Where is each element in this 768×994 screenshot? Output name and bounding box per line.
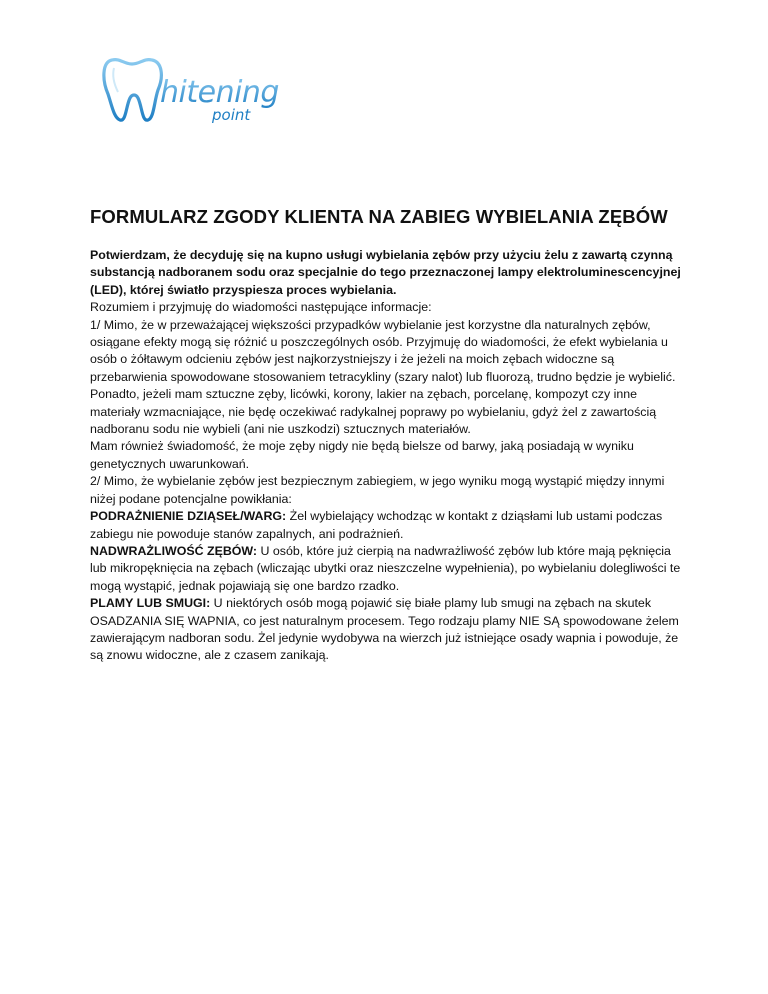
complication-spots <box>90 595 690 665</box>
document-title: FORMULARZ ZGODY KLIENTA NA ZABIEG WYBIELANIA ZĘBÓW <box>90 206 668 227</box>
intro-paragraph: Potwierdzam, że decyduję się na kupno usługi wybielania zębów przy użyciu żelu z zawartą czynną substancją nadboranem sodu oraz specjalnie do tego przeznaczonej lampy elektroluminescencyjnej (LED), której światło przyspiesza proces wybielania. <box>90 248 681 297</box>
point-1-paragraph: 1/ Mimo, że w przeważającej większości przypadków wybielanie jest korzystne dla naturalnych zębów, osiągane efekty mogą się różnić u poszczególnych osób. Przyjmuję do wiadomości, że efekt wybielania u osób o żółtawym odcieniu zębów jest najkorzystniejszy i że jeżeli na moich zębach widoczne są przebarwienia spowodowane stosowaniem tetracykliny (szary nalot) lub fluorozą, trudno będzie je wybielić. Ponadto, jeżeli mam sztuczne zęby, licówki, korony, lakier na zębach, porcelanę, kompozyt czy inne materiały wzmacniające, nie będę oczekiwać radykalnej poprawy po wybielaniu, gdyż żel z zawartością nadboranu sodu nie wybieli (ani nie uszkodzi) sztucznych materiałów. <box>90 317 676 437</box>
complication-text: Żel wybielający wchodząc w kontakt z dziąsłami lub ustami podczas zabiegu nie powoduje stanów zapalnych, ani podrażnień. <box>90 509 663 541</box>
logo-subtext: point <box>212 106 251 124</box>
awareness-paragraph: Mam również świadomość, że moje zęby nigdy nie będą bielsze od barwy, jaką posiadają w wyniku genetycznych uwarunkowań. <box>90 439 634 471</box>
point-2-paragraph: 2/ Mimo, że wybielanie zębów jest bezpiecznym zabiegiem, w jego wyniku mogą wystąpić między innymi niżej podane potencjalne powikłania: <box>90 474 665 506</box>
complication-label: PLAMY LUB SMUGI: <box>90 596 211 611</box>
complication-label: NADWRAŻLIWOŚĆ ZĘBÓW: <box>90 543 258 558</box>
tooth-logo-icon <box>100 50 280 128</box>
complication-text: U niektórych osób mogą pojawić się białe plamy lub smugi na zębach na skutek OSADZANIA SIĘ WAPNIA, co jest naturalnym procesem. Tego rodzaju plamy NIE SĄ spowodowane żelem zawierającym nadboran sodu. Żel jedynie wydobywa na wierzch już istniejące osady wapnia i powoduje, że są znowu widoczne, ale z czasem zanikają. <box>90 596 679 663</box>
logo-wordmark: hitening <box>160 75 279 110</box>
whitening-point-logo <box>100 50 280 128</box>
complication-gums <box>90 508 690 543</box>
document-body <box>90 247 690 665</box>
complication-sensitivity <box>90 543 690 595</box>
complication-text: U osób, które już cierpią na nadwrażliwość zębów lub które mają pęknięcia lub mikropęknięcia na zębach (wliczając ubytki oraz nieszczelne wypełnienia), po wybielaniu dolegliwości te mogą wystąpić, jednak pojawiają się one bardzo rzadko. <box>90 543 681 593</box>
complication-label: PODRAŻNIENIE DZIĄSEŁ/WARG: <box>90 509 287 524</box>
understand-line: Rozumiem i przyjmuję do wiadomości następujące informacje: <box>90 300 432 315</box>
